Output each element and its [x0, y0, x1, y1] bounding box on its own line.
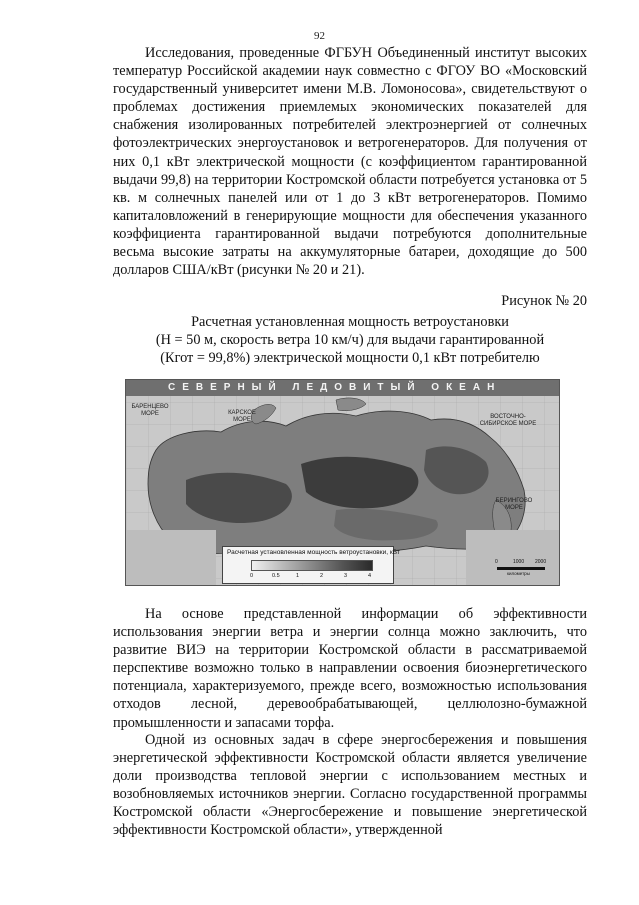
- legend-tick: 0.5: [272, 573, 280, 579]
- paragraph-conclusion: На основе представленной информации об эффективности использования энергии ветра и энергии солнца можно заключить, что развитие ВИЭ на территории Костромской области в рассматриваемой перспективе возможно только в направлении освоения биоэнергетического потенциала, характеризуемого, прежде всего, возможностью использования отходов лесной, деревообрабатывающей, целлюлозно-бумажной промышленности и запасами торфа.: [113, 606, 587, 731]
- figure-caption-line-1: Расчетная установленная мощность ветроустановки: [191, 314, 509, 330]
- legend-tick: 4: [368, 573, 372, 579]
- paragraph-energy-saving: Одной из основных задач в сфере энергосбережения и повышения энергетической эффективности Костромской области является увеличение доли производства тепловой энергии с использованием местных и возобновляемых источников энергии. Согласно государственной программы Костромской области «Энергосбережение и повышение энергетической эффективности Костромской области», утвержденной: [113, 732, 587, 839]
- legend-tick: 1: [296, 573, 300, 579]
- figure-caption: [110, 313, 590, 368]
- legend-tick: 2: [320, 573, 324, 579]
- sea-label-kara: КАРСКОЕ МОРЕ: [228, 410, 256, 423]
- page-number: 92: [314, 30, 325, 42]
- ocean-label: СЕВЕРНЫЙ ЛЕДОВИТЫЙ ОКЕАН: [168, 382, 502, 393]
- legend-title: Расчетная установленная мощность ветроустановки, кВт: [227, 549, 400, 556]
- scale-unit: километры: [507, 571, 530, 576]
- figure-caption-line-3: (Кгот = 99,8%) электрической мощности 0,1 кВт потребителю: [160, 350, 540, 367]
- legend-color-scale: [251, 560, 373, 571]
- map-legend: [222, 546, 400, 584]
- figure-label: Рисунок № 20: [501, 293, 587, 309]
- scale-label: 0: [495, 559, 498, 565]
- wind-power-map: [125, 379, 560, 586]
- legend-tick: 3: [344, 573, 348, 579]
- sea-label-bering: БЕРИНГОВО МОРЕ: [495, 498, 533, 511]
- scale-label: 2000: [535, 559, 547, 565]
- figure-caption-line-2: (H = 50 м, скорость ветра 10 км/ч) для выдачи гарантированной: [155, 332, 545, 349]
- legend-tick: 0: [250, 573, 254, 579]
- scale-bar-line: [497, 567, 545, 570]
- sea-label-east-siberian: ВОСТОЧНО-СИБИРСКОЕ МОРЕ: [479, 414, 537, 427]
- legend-ticks: [248, 573, 378, 581]
- paragraph-research: Исследования, проведенные ФГБУН Объединенный институт высоких температур Российской академии наук совместно с ФГОУ ВО «Московский государственный университет имени М.В. Ломоносова», свидетельствуют о проблемах достижения приемлемых экономических показателей для снабжения изолированных потребителей электроэнергией от солнечных фотоэлектрических энергоустановок и ветрогенераторов. Для получения от них 0,1 кВт электрической мощности (с коэффициентом гарантированной выдачи 99,8) на территории Костромской области потребуется установка от 5 кв. м солнечных панелей или от 1 до 3 кВт ветрогенераторов. Помимо капиталовложений в генерирующие мощности для обеспечения указанного коэффициента гарантированной выдачи потребуются дополнительные весьма высокие затраты на аккумуляторные батареи, доходящие до 500 долларов США/кВт (рисунки № 20 и 21).: [113, 45, 587, 279]
- scale-label: 1000: [513, 559, 525, 565]
- map-scale-bar: [493, 559, 553, 577]
- sea-label-barents: БАРЕНЦЕВО МОРЕ: [131, 404, 169, 417]
